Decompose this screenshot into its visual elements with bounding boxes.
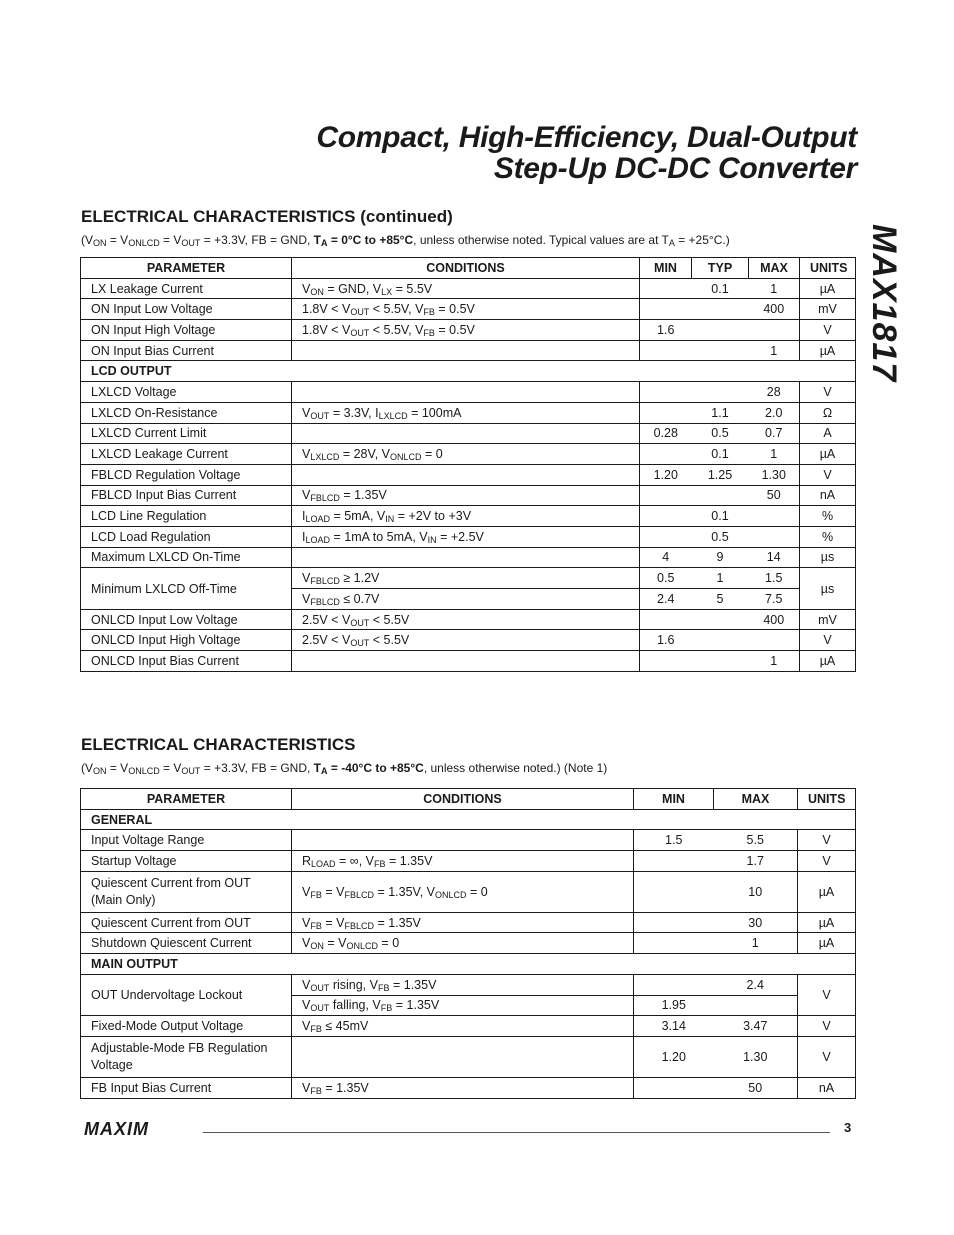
units-cell: nA xyxy=(800,485,856,506)
conditions-cell: $V_{FB} = V_{FBLCD} = 1.35V$ xyxy=(292,912,634,933)
min-cell xyxy=(640,382,692,403)
table-row xyxy=(81,933,856,954)
header-units: UNITS xyxy=(798,789,856,810)
section2-title: ELECTRICAL CHARACTERISTICS xyxy=(81,735,356,754)
min-cell xyxy=(640,506,692,527)
min-cell xyxy=(640,485,692,506)
param-cell: Shutdown Quiescent Current xyxy=(81,933,292,954)
max-cell xyxy=(749,506,800,527)
min-cell: 0.28 xyxy=(640,423,692,444)
max-cell: 50 xyxy=(749,485,800,506)
conditions-cell: $V_{FB} = 1.35V$ xyxy=(292,1077,634,1098)
conditions-cell xyxy=(292,382,640,403)
table-row xyxy=(81,402,856,423)
table-row xyxy=(81,423,856,444)
title-line-2: Step-Up DC-DC Converter xyxy=(493,152,857,185)
max-cell: 400 xyxy=(749,609,800,630)
min-cell xyxy=(640,651,692,672)
page-number: 3 xyxy=(844,1120,852,1135)
units-cell: µs xyxy=(800,547,856,568)
param-cell: FB Input Bias Current xyxy=(81,1077,292,1098)
section1-conditions: ($V_{ON} = V_{ONLCD} = V_{OUT} = +3.3V$, FB = GND, $T_A = 0^\circ C$ to +85°C, unless otherwise noted. Typical values are at $T_A = +25^\circ C$.) xyxy=(81,233,730,248)
param-cell: Minimum LXLCD Off-Time xyxy=(81,568,292,609)
units-cell: µA xyxy=(800,651,856,672)
typ-cell xyxy=(692,485,749,506)
group-label-general: GENERAL xyxy=(81,809,856,830)
conditions-cell: $2.5V < V_{OUT} < 5.5V$ xyxy=(292,630,640,651)
table-header-row xyxy=(81,789,856,810)
typ-cell: 0.1 xyxy=(692,278,749,299)
typ-cell xyxy=(692,382,749,403)
typ-cell: 1.25 xyxy=(692,464,749,485)
param-cell: Quiescent Current from OUT (Main Only) xyxy=(81,871,292,912)
conditions-cell: $V_{OUT} = 3.3V$, $I_{LXLCD} = 100mA$ xyxy=(292,402,640,423)
max-cell: 28 xyxy=(749,382,800,403)
max-cell xyxy=(714,995,798,1016)
param-cell: FBLCD Input Bias Current xyxy=(81,485,292,506)
min-cell: 1.20 xyxy=(634,1036,714,1077)
footer-rule xyxy=(203,1132,830,1133)
title-line-1: Compact, High-Efficiency, Dual-Output xyxy=(316,121,857,154)
max-cell: 30 xyxy=(714,912,798,933)
table-group-row xyxy=(81,361,856,382)
table-row xyxy=(81,340,856,361)
units-cell: Ω xyxy=(800,402,856,423)
max-cell: 5.5 xyxy=(714,830,798,851)
max-cell: 1 xyxy=(749,651,800,672)
table-row xyxy=(81,382,856,403)
conditions-cell: $V_{FBLCD} \ge 1.2V$ xyxy=(292,568,640,589)
max-cell: 0.7 xyxy=(749,423,800,444)
max-cell: 1 xyxy=(714,933,798,954)
header-parameter: PARAMETER xyxy=(81,789,292,810)
units-cell: V xyxy=(800,382,856,403)
table-row xyxy=(81,278,856,299)
table-row xyxy=(81,526,856,547)
header-conditions: CONDITIONS xyxy=(292,258,640,279)
units-cell: µA xyxy=(798,871,856,912)
conditions-cell: $2.5V < V_{OUT} < 5.5V$ xyxy=(292,609,640,630)
param-cell: LXLCD Leakage Current xyxy=(81,444,292,465)
typ-cell: 0.1 xyxy=(692,506,749,527)
min-cell: 0.5 xyxy=(640,568,692,589)
max-cell: 2.4 xyxy=(714,974,798,995)
param-cell: FBLCD Regulation Voltage xyxy=(81,464,292,485)
table-row xyxy=(81,444,856,465)
units-cell: A xyxy=(800,423,856,444)
min-cell: 1.6 xyxy=(640,320,692,341)
table-row xyxy=(81,547,856,568)
units-cell: µA xyxy=(798,933,856,954)
units-cell: V xyxy=(798,1016,856,1037)
units-cell: V xyxy=(800,630,856,651)
table-row xyxy=(81,912,856,933)
table-row xyxy=(81,630,856,651)
max-cell: 1 xyxy=(749,278,800,299)
section2-conditions: ($V_{ON} = V_{ONLCD} = V_{OUT} = +3.3V$, FB = GND, $T_A = -40^\circ C$ to +85°C, unless otherwise noted.) (Note 1) xyxy=(81,761,608,776)
table-row xyxy=(81,871,856,912)
conditions-cell: $V_{FB} \le 45mV$ xyxy=(292,1016,634,1037)
table-row xyxy=(81,651,856,672)
typ-cell: 0.5 xyxy=(692,423,749,444)
typ-cell: 1.1 xyxy=(692,402,749,423)
table-row xyxy=(81,299,856,320)
max-cell: 3.47 xyxy=(714,1016,798,1037)
table-row xyxy=(81,485,856,506)
param-cell: Fixed-Mode Output Voltage xyxy=(81,1016,292,1037)
typ-cell xyxy=(692,630,749,651)
conditions-cell: $V_{LXLCD} = 28V$, $V_{ONLCD} = 0$ xyxy=(292,444,640,465)
table-row xyxy=(81,609,856,630)
param-cell: ON Input High Voltage xyxy=(81,320,292,341)
max-cell: 14 xyxy=(749,547,800,568)
units-cell: % xyxy=(800,526,856,547)
table-row xyxy=(81,1077,856,1098)
min-cell xyxy=(634,912,714,933)
table-row xyxy=(81,568,856,589)
table-group-row xyxy=(81,809,856,830)
table-electrical-characteristics-continued xyxy=(80,257,856,672)
conditions-cell: $I_{LOAD} = 1mA$ to 5mA, $V_{IN} = +2.5V$ xyxy=(292,526,640,547)
typ-cell: 5 xyxy=(692,589,749,610)
header-parameter: PARAMETER xyxy=(81,258,292,279)
max-cell: 1 xyxy=(749,340,800,361)
max-cell: 7.5 xyxy=(749,589,800,610)
param-cell: LCD Line Regulation xyxy=(81,506,292,527)
min-cell: 1.6 xyxy=(640,630,692,651)
conditions-cell: $I_{LOAD} = 5mA$, $V_{IN} = +2V$ to +3V xyxy=(292,506,640,527)
table-row xyxy=(81,320,856,341)
units-cell: mV xyxy=(800,609,856,630)
conditions-cell xyxy=(292,340,640,361)
min-cell xyxy=(640,526,692,547)
param-cell: LXLCD Voltage xyxy=(81,382,292,403)
table-row xyxy=(81,830,856,851)
table-row xyxy=(81,1016,856,1037)
param-cell: ONLCD Input Low Voltage xyxy=(81,609,292,630)
units-cell: mV xyxy=(800,299,856,320)
param-cell: LX Leakage Current xyxy=(81,278,292,299)
max-cell: 400 xyxy=(749,299,800,320)
units-cell: V xyxy=(798,830,856,851)
param-cell: ONLCD Input High Voltage xyxy=(81,630,292,651)
min-cell xyxy=(640,340,692,361)
min-cell: 1.5 xyxy=(634,830,714,851)
conditions-cell: $V_{ON}$ = GND, $V_{LX} = 5.5V$ xyxy=(292,278,640,299)
typ-cell xyxy=(692,651,749,672)
units-cell: V xyxy=(800,464,856,485)
min-cell: 1.95 xyxy=(634,995,714,1016)
table-group-row xyxy=(81,954,856,975)
max-cell: 1.30 xyxy=(749,464,800,485)
param-cell: Quiescent Current from OUT xyxy=(81,912,292,933)
units-cell: µs xyxy=(800,568,856,609)
units-cell: nA xyxy=(798,1077,856,1098)
max-cell: 1.7 xyxy=(714,851,798,872)
table-electrical-characteristics xyxy=(80,788,856,1099)
conditions-cell: $1.8V < V_{OUT} < 5.5V$, $V_{FB} = 0.5V$ xyxy=(292,299,640,320)
min-cell xyxy=(640,402,692,423)
conditions-cell xyxy=(292,547,640,568)
units-cell: V xyxy=(798,974,856,1015)
param-cell: Adjustable-Mode FB Regulation Voltage xyxy=(81,1036,292,1077)
document-title xyxy=(316,122,857,184)
header-typ: TYP xyxy=(692,258,749,279)
typ-cell: 9 xyxy=(692,547,749,568)
param-cell: ON Input Low Voltage xyxy=(81,299,292,320)
conditions-cell: $V_{FB} = V_{FBLCD} = 1.35V$, $V_{ONLCD} = 0$ xyxy=(292,871,634,912)
conditions-cell xyxy=(292,464,640,485)
param-cell: Startup Voltage xyxy=(81,851,292,872)
units-cell: µA xyxy=(800,444,856,465)
min-cell xyxy=(640,444,692,465)
units-cell: V xyxy=(798,1036,856,1077)
header-min: MIN xyxy=(634,789,714,810)
group-label-lcd-output: LCD OUTPUT xyxy=(81,361,856,382)
conditions-cell: $V_{ON} = V_{ONLCD} = 0$ xyxy=(292,933,634,954)
min-cell xyxy=(634,933,714,954)
header-conditions: CONDITIONS xyxy=(292,789,634,810)
table-row xyxy=(81,851,856,872)
param-cell: ONLCD Input Bias Current xyxy=(81,651,292,672)
conditions-cell: $V_{OUT}$ falling, $V_{FB} = 1.35V$ xyxy=(292,995,634,1016)
typ-cell xyxy=(692,609,749,630)
max-cell: 1.5 xyxy=(749,568,800,589)
typ-cell: 0.1 xyxy=(692,444,749,465)
max-cell xyxy=(749,630,800,651)
table-row xyxy=(81,1036,856,1077)
min-cell: 3.14 xyxy=(634,1016,714,1037)
header-min: MIN xyxy=(640,258,692,279)
typ-cell xyxy=(692,320,749,341)
param-cell: Maximum LXLCD On-Time xyxy=(81,547,292,568)
units-cell: µA xyxy=(798,912,856,933)
typ-cell: 1 xyxy=(692,568,749,589)
conditions-cell: $1.8V < V_{OUT} < 5.5V$, $V_{FB} = 0.5V$ xyxy=(292,320,640,341)
conditions-cell xyxy=(292,1036,634,1077)
min-cell: 4 xyxy=(640,547,692,568)
maxim-logo xyxy=(84,1120,192,1138)
conditions-cell xyxy=(292,830,634,851)
conditions-cell: $V_{OUT}$ rising, $V_{FB} = 1.35V$ xyxy=(292,974,634,995)
part-number-side-label: MAX1817 xyxy=(865,224,903,383)
max-cell: 1 xyxy=(749,444,800,465)
table-row xyxy=(81,974,856,995)
max-cell: 2.0 xyxy=(749,402,800,423)
header-units: UNITS xyxy=(800,258,856,279)
max-cell xyxy=(749,526,800,547)
conditions-cell xyxy=(292,651,640,672)
units-cell: V xyxy=(798,851,856,872)
conditions-cell xyxy=(292,423,640,444)
group-label-main-output: MAIN OUTPUT xyxy=(81,954,856,975)
conditions-cell: $V_{FBLCD} \le 0.7V$ xyxy=(292,589,640,610)
min-cell xyxy=(640,609,692,630)
header-max: MAX xyxy=(714,789,798,810)
min-cell xyxy=(640,278,692,299)
param-cell: OUT Undervoltage Lockout xyxy=(81,974,292,1015)
table-header-row xyxy=(81,258,856,279)
min-cell xyxy=(634,871,714,912)
max-cell: 10 xyxy=(714,871,798,912)
section1-title: ELECTRICAL CHARACTERISTICS (continued) xyxy=(81,207,453,226)
param-cell: LXLCD On-Resistance xyxy=(81,402,292,423)
typ-cell: 0.5 xyxy=(692,526,749,547)
table-row xyxy=(81,506,856,527)
param-cell: LCD Load Regulation xyxy=(81,526,292,547)
param-cell: ON Input Bias Current xyxy=(81,340,292,361)
max-cell: 1.30 xyxy=(714,1036,798,1077)
param-cell: LXLCD Current Limit xyxy=(81,423,292,444)
min-cell xyxy=(640,299,692,320)
conditions-cell: $V_{FBLCD} = 1.35V$ xyxy=(292,485,640,506)
units-cell: % xyxy=(800,506,856,527)
typ-cell xyxy=(692,340,749,361)
maxim-logo-text: MAXIM xyxy=(84,1120,149,1138)
conditions-cell: $R_{LOAD}$ = ∞, $V_{FB} = 1.35V$ xyxy=(292,851,634,872)
units-cell: µA xyxy=(800,278,856,299)
min-cell xyxy=(634,1077,714,1098)
units-cell: V xyxy=(800,320,856,341)
max-cell: 50 xyxy=(714,1077,798,1098)
max-cell xyxy=(749,320,800,341)
min-cell xyxy=(634,851,714,872)
param-cell: Input Voltage Range xyxy=(81,830,292,851)
typ-cell xyxy=(692,299,749,320)
min-cell: 2.4 xyxy=(640,589,692,610)
min-cell: 1.20 xyxy=(640,464,692,485)
header-max: MAX xyxy=(749,258,800,279)
table-row xyxy=(81,464,856,485)
min-cell xyxy=(634,974,714,995)
units-cell: µA xyxy=(800,340,856,361)
